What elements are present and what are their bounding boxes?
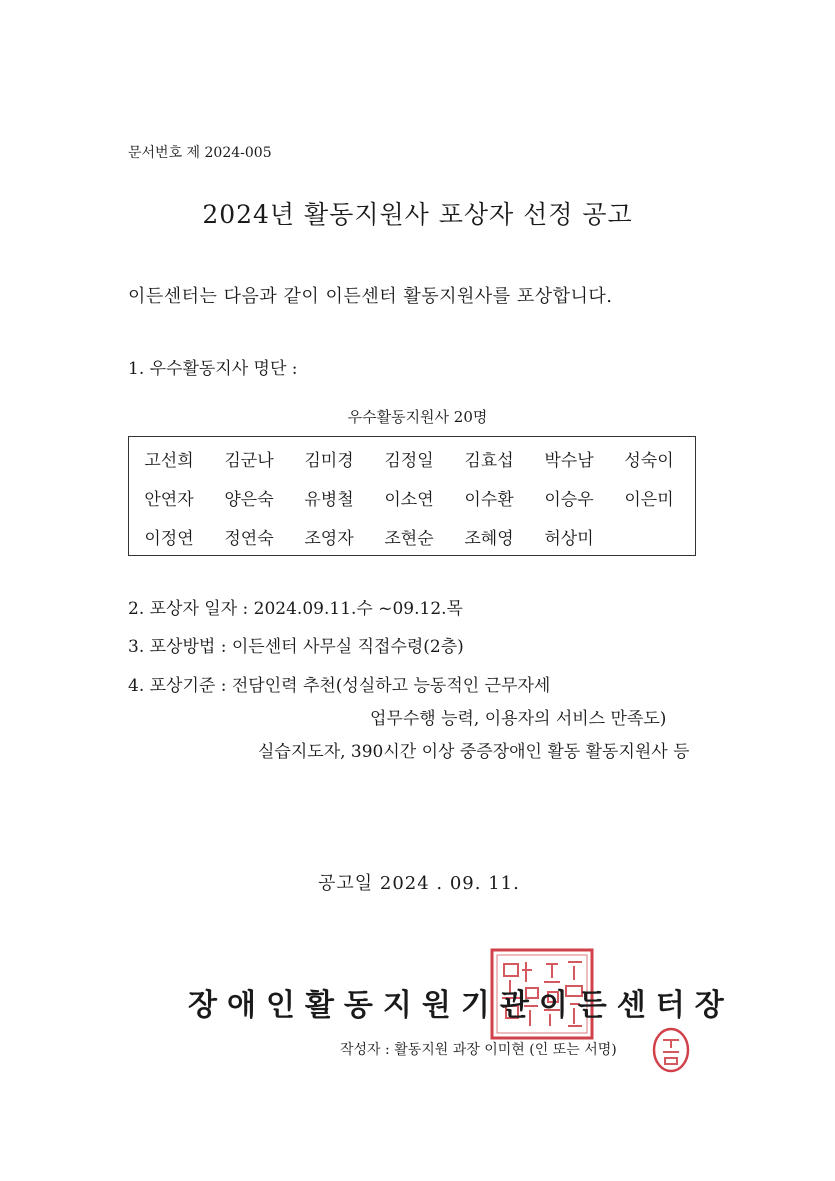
- personal-seal-stamp: [651, 1026, 691, 1074]
- name-cell: 허상미: [544, 529, 594, 549]
- name-cell: 이정연: [144, 529, 194, 549]
- name-cell: 조현순: [384, 529, 434, 549]
- table-row: [129, 517, 695, 556]
- name-cell: 안연자: [144, 490, 194, 510]
- name-cell: 조혜영: [464, 529, 514, 549]
- section2-award-date: 2. 포상자 일자 : 2024.09.11.수 ~09.12.목: [128, 599, 463, 619]
- name-cell: 박수남: [544, 451, 594, 471]
- section4-criteria-line2: 업무수행 능력, 이용자의 서비스 만족도): [370, 709, 667, 729]
- name-cell: 김효섭: [464, 451, 514, 471]
- name-cell: 김정일: [384, 451, 434, 471]
- section4-criteria-line1: 4. 포상기준 : 전담인력 추천(성실하고 능동적인 근무자세: [128, 676, 551, 696]
- awardee-name-table: [128, 436, 696, 556]
- name-cell: 이소연: [384, 490, 434, 510]
- author-line: 작성자 : 활동지원 과장 이미현 (인 또는 서명): [340, 1042, 617, 1058]
- document-number: 문서번호 제 2024-005: [128, 145, 272, 161]
- announcement-date: 공고일 2024 . 09. 11.: [318, 873, 520, 894]
- name-cell: 김미경: [304, 451, 354, 471]
- name-cell: 이수환: [464, 490, 514, 510]
- name-cell: 고선희: [144, 451, 194, 471]
- section1-heading: 1. 우수활동지사 명단 :: [128, 359, 298, 379]
- name-cell: 조영자: [304, 529, 354, 549]
- name-cell: 이승우: [544, 490, 594, 510]
- table-caption: 우수활동지원사 20명: [347, 408, 488, 426]
- page-title: 2024년 활동지원사 포상자 선정 공고: [202, 200, 633, 229]
- table-row: [129, 439, 695, 478]
- name-cell: 성숙이: [624, 451, 674, 471]
- section4-criteria-line3: 실습지도자, 390시간 이상 중증장애인 활동 활동지원사 등: [258, 742, 690, 762]
- section3-award-method: 3. 포상방법 : 이든센터 사무실 직접수령(2층): [128, 637, 464, 657]
- name-cell: 이은미: [624, 490, 674, 510]
- name-cell: 정연숙: [224, 529, 274, 549]
- organization-name: 장애인활동지원기관이든센터장: [188, 988, 734, 1023]
- name-cell: 김군나: [224, 451, 274, 471]
- table-row: [129, 478, 695, 517]
- name-cell: 유병철: [304, 490, 354, 510]
- intro-text: 이든센터는 다음과 같이 이든센터 활동지원사를 포상합니다.: [128, 286, 613, 307]
- name-cell: 양은숙: [224, 490, 274, 510]
